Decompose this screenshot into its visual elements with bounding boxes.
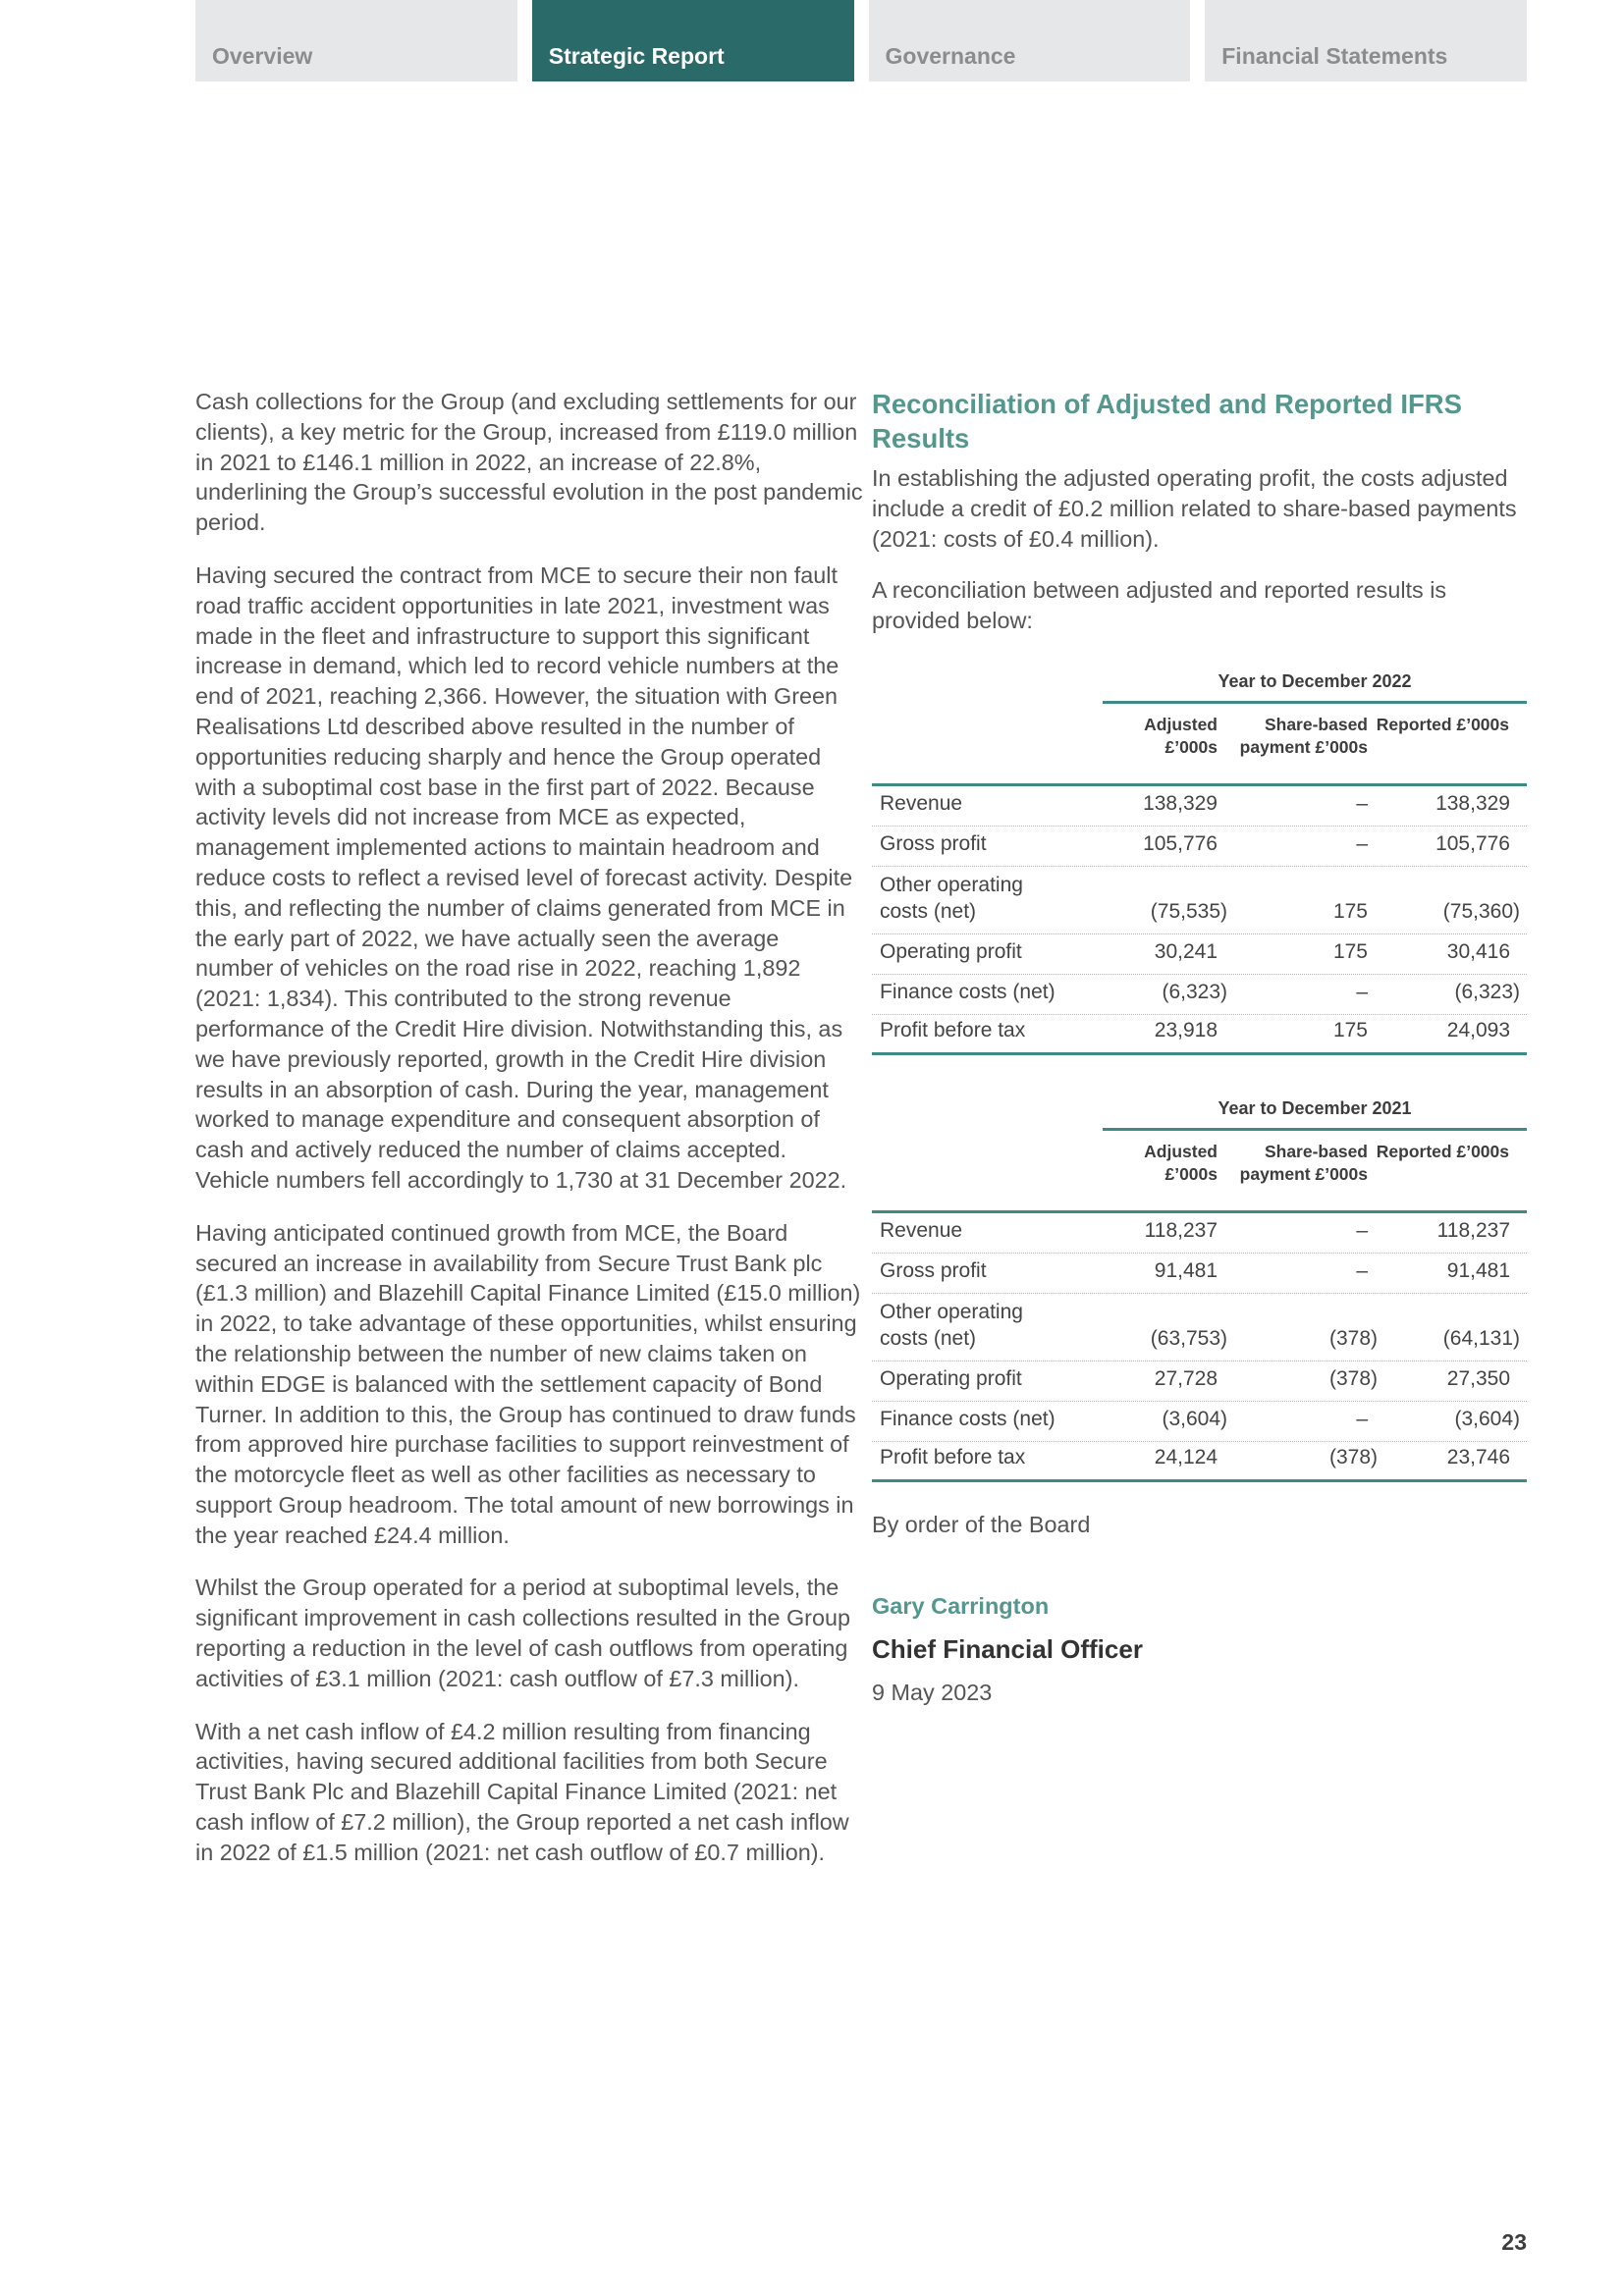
- cell-share-based: (378): [1328, 1445, 1378, 1468]
- cell-adjusted: 27,728: [1154, 1366, 1218, 1390]
- row-label: Profit before tax: [880, 1445, 1026, 1468]
- row-label: Revenue: [880, 791, 963, 815]
- cell-reported: 138,329: [1435, 791, 1510, 815]
- paragraph-operating-cash: Whilst the Group operated for a period at suboptimal levels, the significant improvement in cash collections resulted in the Group reporting a reduction in the level of cash outflows from operating activities of £3.1 million (2021: cash outflow of £7.3 million).: [195, 1575, 850, 1691]
- row-label: Finance costs (net): [880, 1407, 1056, 1430]
- cell-reported: (75,360): [1442, 899, 1520, 923]
- table-row: [872, 1015, 1527, 1055]
- cell-share-based: –: [1356, 1407, 1368, 1430]
- right-column: [872, 387, 1527, 1706]
- column-header-share-based: Share-based payment £’000s: [1239, 714, 1368, 757]
- tab-financial-statements[interactable]: Financial Statements: [1205, 0, 1527, 81]
- cell-share-based: 175: [1332, 939, 1368, 963]
- cell-adjusted: (75,535): [1150, 899, 1227, 923]
- cell-adjusted: 23,918: [1154, 1018, 1218, 1041]
- cell-adjusted: (6,323): [1162, 980, 1227, 1003]
- cell-reported: 24,093: [1446, 1018, 1510, 1041]
- cell-share-based: 175: [1332, 1018, 1368, 1041]
- table-row: [872, 1294, 1527, 1362]
- cell-adjusted: 118,237: [1144, 1218, 1218, 1242]
- row-label: Other operating costs (net): [880, 873, 1023, 923]
- left-column: [195, 387, 863, 1891]
- cell-adjusted: (3,604): [1162, 1407, 1227, 1430]
- signer-role: Chief Financial Officer: [872, 1633, 1143, 1664]
- table-period-heading: Year to December 2021: [1103, 1098, 1527, 1131]
- table-row: [872, 1362, 1527, 1402]
- cell-adjusted: 105,776: [1143, 831, 1218, 855]
- reconciliation-table-2022: [872, 671, 1527, 1055]
- cell-adjusted: 91,481: [1154, 1258, 1218, 1282]
- paragraph-cash-collections: Cash collections for the Group (and excluding settlements for our clients), a key metric for the Group, increased from £119.0 million in 2021 to £146.1 million in 2022, an increase of 22.8%, underlining the Group’s successful evolution in the post pandemic period.: [195, 389, 863, 536]
- cell-reported: 23,746: [1446, 1445, 1510, 1468]
- reconciliation-table-2021: [872, 1098, 1527, 1482]
- cell-reported: 91,481: [1446, 1258, 1510, 1282]
- table-column-headers: [872, 704, 1527, 786]
- signature-date: 9 May 2023: [872, 1679, 993, 1705]
- table-row: [872, 975, 1527, 1015]
- page-number: 23: [1501, 2229, 1527, 2255]
- paragraph-financing: With a net cash inflow of £4.2 million resulting from financing activities, having secured additional facilities from both Secure Trust Bank Plc and Blazehill Capital Finance Limited (2021: net cash inflow of £7.2 million), the Group reported a net cash inflow in 2022 of £1.5 million (2021: net cash outflow of £0.7 million).: [195, 1718, 849, 1865]
- cell-share-based: (378): [1328, 1366, 1378, 1390]
- row-label: Finance costs (net): [880, 980, 1056, 1003]
- cell-reported: 118,237: [1436, 1218, 1510, 1242]
- row-label: Operating profit: [880, 939, 1022, 963]
- table-period-heading: Year to December 2022: [1103, 671, 1527, 704]
- row-label: Operating profit: [880, 1366, 1022, 1390]
- table-column-headers: [872, 1131, 1527, 1213]
- table-row: [872, 867, 1527, 934]
- cell-reported: (3,604): [1454, 1407, 1520, 1430]
- cell-adjusted: 24,124: [1154, 1445, 1218, 1468]
- table-row: [872, 1442, 1527, 1482]
- cell-share-based: –: [1356, 980, 1368, 1003]
- paragraph-mce-contract: Having secured the contract from MCE to secure their non fault road traffic accident opportunities in late 2021, investment was made in the fleet and infrastructure to support this significant increase in demand, which led to record vehicle numbers at the end of 2021, reaching 2,366. However, the situation with Green Realisations Ltd described above resulted in the number of opportunities reducing sharply and hence the Group operated with a suboptimal cost base in the first part of 2022. Because activity levels did not increase from MCE as expected, management implemented actions to maintain headroom and reduce costs to reflect a revised level of forecast activity. Despite this, and reflecting the number of claims generated from MCE in the early part of 2022, we have actually seen the average number of vehicles on the road rise in 2022, reaching 1,892 (2021: 1,834). This contributed to the strong revenue performance of the Credit Hire division. Notwithstanding this, as we have previously reported, growth in the Credit Hire division results in an absorption of cash. During the year, management worked to manage expenditure and consequent absorption of cash and actively reduced the number of claims accepted. Vehicle numbers fell accordingly to 1,730 at 31 December 2022.: [195, 561, 853, 1193]
- cell-share-based: (378): [1328, 1326, 1378, 1350]
- table-row: [872, 1213, 1527, 1254]
- row-label: Other operating costs (net): [880, 1300, 1023, 1350]
- paragraph-adjusted-intro: In establishing the adjusted operating profit, the costs adjusted include a credit of £0.2 million related to share-based payments (2021: costs of £0.4 million).: [872, 465, 1517, 552]
- table-row: [872, 934, 1527, 975]
- paragraph-reconciliation-intro: A reconciliation between adjusted and reported results is provided below:: [872, 577, 1447, 634]
- column-header-reported: Reported £’000s: [1376, 1141, 1509, 1161]
- cell-share-based: –: [1356, 1258, 1368, 1282]
- table-row: [872, 786, 1527, 827]
- cell-reported: 27,350: [1446, 1366, 1510, 1390]
- column-header-adjusted: Adjusted £’000s: [1144, 714, 1218, 757]
- row-label: Gross profit: [880, 831, 987, 855]
- cell-adjusted: 138,329: [1143, 791, 1218, 815]
- cell-share-based: –: [1356, 831, 1368, 855]
- cell-adjusted: 30,241: [1154, 939, 1218, 963]
- cell-share-based: –: [1356, 791, 1368, 815]
- table-row: [872, 1402, 1527, 1442]
- tab-strategic-report[interactable]: Strategic Report: [532, 0, 854, 81]
- cell-adjusted: (63,753): [1150, 1326, 1227, 1350]
- signer-name: Gary Carrington: [872, 1592, 1050, 1619]
- cell-reported: 30,416: [1446, 939, 1510, 963]
- column-header-reported: Reported £’000s: [1376, 714, 1509, 734]
- column-header-share-based: Share-based payment £’000s: [1239, 1141, 1368, 1184]
- paragraph-facilities: Having anticipated continued growth from MCE, the Board secured an increase in availability from Secure Trust Bank plc (£1.3 million) and Blazehill Capital Finance Limited (£15.0 million) in 2022, to take advantage of these opportunities, whilst ensuring the relationship between the number of new claims taken on within EDGE is balanced with the settlement capacity of Bond Turner. In addition to this, the Group has continued to draw funds from approved hire purchase facilities to support reinvestment of the motorcycle fleet as well as other facilities as necessary to support Group headroom. The total amount of new borrowings in the year reached £24.4 million.: [195, 1219, 861, 1548]
- column-header-adjusted: Adjusted £’000s: [1144, 1141, 1218, 1184]
- signature-intro: By order of the Board: [872, 1511, 1091, 1537]
- cell-reported: 105,776: [1435, 831, 1510, 855]
- cell-reported: (64,131): [1442, 1326, 1520, 1350]
- table-row: [872, 827, 1527, 867]
- section-nav: [195, 0, 1527, 81]
- table-row: [872, 1254, 1527, 1294]
- cell-reported: (6,323): [1454, 980, 1520, 1003]
- row-label: Gross profit: [880, 1258, 987, 1282]
- tab-governance[interactable]: Governance: [869, 0, 1191, 81]
- row-label: Revenue: [880, 1218, 963, 1242]
- section-heading: Reconciliation of Adjusted and Reported IFRS Results: [872, 389, 1462, 454]
- tab-overview[interactable]: Overview: [195, 0, 517, 81]
- cell-share-based: –: [1356, 1218, 1368, 1242]
- cell-share-based: 175: [1332, 899, 1368, 923]
- row-label: Profit before tax: [880, 1018, 1026, 1041]
